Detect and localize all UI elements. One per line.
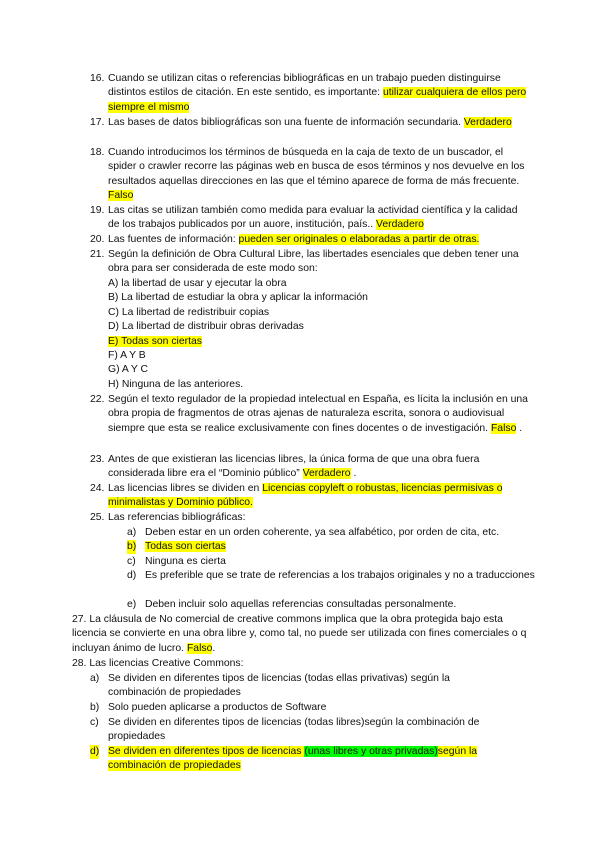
question-number: 20. bbox=[90, 234, 105, 245]
option-d: D) La libertad de distribuir obras derivadas bbox=[108, 321, 304, 333]
option-letter: a) bbox=[127, 527, 137, 538]
question-23 bbox=[90, 453, 530, 482]
answer-highlight: Verdadero bbox=[302, 468, 351, 480]
answer-highlight: utilizar cualquiera de ellos pero siempre el mismo bbox=[108, 87, 527, 113]
answer-highlight: Licencias copyleft o robustas, licencias permisivas o minimalistas y Dominio público. bbox=[108, 483, 503, 509]
question-25-option-c bbox=[127, 555, 547, 569]
answer-highlight: Todas son ciertas bbox=[145, 541, 226, 552]
option-letter: c) bbox=[90, 717, 99, 728]
question-text: Cuando introducimos los términos de búsqueda en la caja de texto de un buscador, el spider o crawler recorre las páginas web en busca de esos términos y nos devuelve en los resultados aquellas direcciones en las que el témino aparece de forma de más frecuente. bbox=[108, 147, 525, 187]
answer-highlight-green: (unas libres y otras privadas) bbox=[304, 746, 438, 757]
question-28-option-c bbox=[90, 716, 510, 745]
question-tail: . bbox=[350, 468, 357, 480]
question-text: 27. La cláusula de No comercial de creative commons implica que la obra protegida bajo esta licencia se convierte en una obra libre y, como tal, no puede ser utilizada con fines comerciales o q incluyan ánimo de lucro. bbox=[72, 614, 527, 654]
question-25-option-a bbox=[127, 526, 547, 540]
option-g: G) A Y C bbox=[108, 364, 149, 376]
option-letter: b) bbox=[90, 702, 100, 713]
question-25-option-d bbox=[127, 569, 547, 583]
question-25-option-e bbox=[127, 598, 547, 612]
question-28 bbox=[72, 657, 532, 671]
option-h: H) Ninguna de las anteriores. bbox=[108, 378, 244, 390]
question-22 bbox=[90, 393, 530, 436]
question-28-option-d bbox=[90, 745, 510, 774]
option-text: Es preferible que se trate de referencias a los trabajos originales y no a traducciones bbox=[145, 570, 535, 581]
option-f: F) A Y B bbox=[108, 350, 146, 362]
question-17 bbox=[90, 116, 530, 130]
answer-highlight: Se dividen en diferentes tipos de licencias bbox=[108, 746, 305, 757]
question-21 bbox=[90, 248, 530, 277]
option-b: B) La libertad de estudiar la obra y aplicar la información bbox=[108, 292, 368, 304]
option-text: Deben incluir solo aquellas referencias consultadas personalmente. bbox=[145, 599, 457, 610]
option-text: Ninguna es cierta bbox=[145, 556, 226, 567]
option-text: Deben estar en un orden coherente, ya sea alfabético, por orden de cita, etc. bbox=[145, 527, 500, 538]
option-letter: d) bbox=[90, 745, 99, 759]
option-letter: a) bbox=[90, 673, 100, 684]
question-number: 23. bbox=[90, 454, 105, 465]
question-tail: . bbox=[516, 422, 523, 434]
question-text: Las licencias libres se dividen en bbox=[108, 483, 263, 494]
question-text: Las bases de datos bibliográficas son una fuente de información secundaria. bbox=[108, 117, 461, 128]
question-25-option-b bbox=[127, 540, 547, 554]
question-number: 19. bbox=[90, 205, 105, 216]
option-a: A) la libertad de usar y ejecutar la obra bbox=[108, 278, 287, 289]
question-21-options bbox=[108, 277, 528, 392]
question-number: 25. bbox=[90, 512, 105, 523]
question-text: Las citas se utilizan también como medida para evaluar la actividad científica y la calidad de los trabajos publicados por un auore, institución, país.. bbox=[108, 205, 518, 231]
option-text: Se dividen en diferentes tipos de licencias (todas ellas privativas) según la combinación de propiedades bbox=[108, 673, 450, 699]
answer-highlight: pueden ser originales o elaboradas a partir de otras. bbox=[238, 234, 480, 245]
question-20 bbox=[90, 233, 530, 247]
option-letter: e) bbox=[127, 599, 137, 610]
option-text: Se dividen en diferentes tipos de licencias (todas libres)según la combinación de propiedades bbox=[108, 717, 480, 743]
question-28-option-b bbox=[90, 701, 510, 715]
question-19 bbox=[90, 204, 530, 233]
answer-highlight: Falso bbox=[186, 642, 213, 654]
question-text: 28. Las licencias Creative Commons: bbox=[72, 658, 244, 669]
question-text: Antes de que existieran las licencias libres, la única forma de que una obra fuera considerada libre era el “Dominio público” bbox=[108, 454, 480, 480]
question-27 bbox=[72, 613, 532, 656]
question-text: Las fuentes de información: bbox=[108, 234, 239, 245]
option-text: Solo pueden aplicarse a productos de Software bbox=[108, 702, 327, 713]
option-letter: c) bbox=[127, 556, 136, 567]
question-28-option-a bbox=[90, 672, 510, 701]
answer-highlight: Verdadero bbox=[463, 117, 512, 128]
question-number: 24. bbox=[90, 483, 105, 494]
question-tail: . bbox=[212, 642, 216, 654]
question-24 bbox=[90, 482, 530, 511]
question-25 bbox=[90, 511, 530, 525]
option-letter: b) bbox=[127, 540, 136, 554]
option-letter: d) bbox=[127, 570, 137, 581]
question-text: Cuando se utilizan citas o referencias bibliográficas en un trabajo pueden distinguirse distintos estilos de citación. En este sentido, es importante: bbox=[108, 73, 501, 99]
answer-highlight: Verdadero bbox=[376, 219, 424, 231]
question-number: 17. bbox=[90, 117, 105, 128]
answer-highlight: Falso bbox=[490, 422, 517, 434]
question-number: 16. bbox=[90, 73, 105, 84]
question-number: 21. bbox=[90, 249, 105, 260]
question-number: 18. bbox=[90, 147, 105, 158]
answer-highlight: Falso bbox=[108, 190, 134, 202]
question-text: Según la definición de Obra Cultural Libre, las libertades esenciales que deben tener una obra para ser considerada de este modo son: bbox=[108, 249, 519, 275]
question-text: Las referencias bibliográficas: bbox=[108, 512, 246, 523]
question-text: Según el texto regulador de la propiedad intelectual en España, es lícita la inclusión en una obra propia de fragmentos de otras ajenas de naturaleza escrita, sonora o audiovisual siempre que esta se realice exclusivamente con fines docentes o de investigación. bbox=[108, 394, 528, 434]
answer-highlight: E) Todas son ciertas bbox=[108, 335, 202, 347]
question-number: 22. bbox=[90, 394, 105, 405]
answer-highlight: según la combinación de propiedades bbox=[108, 746, 478, 772]
question-18 bbox=[90, 146, 530, 204]
option-c: C) La libertad de redistribuir copias bbox=[108, 306, 270, 318]
question-16 bbox=[90, 72, 530, 115]
